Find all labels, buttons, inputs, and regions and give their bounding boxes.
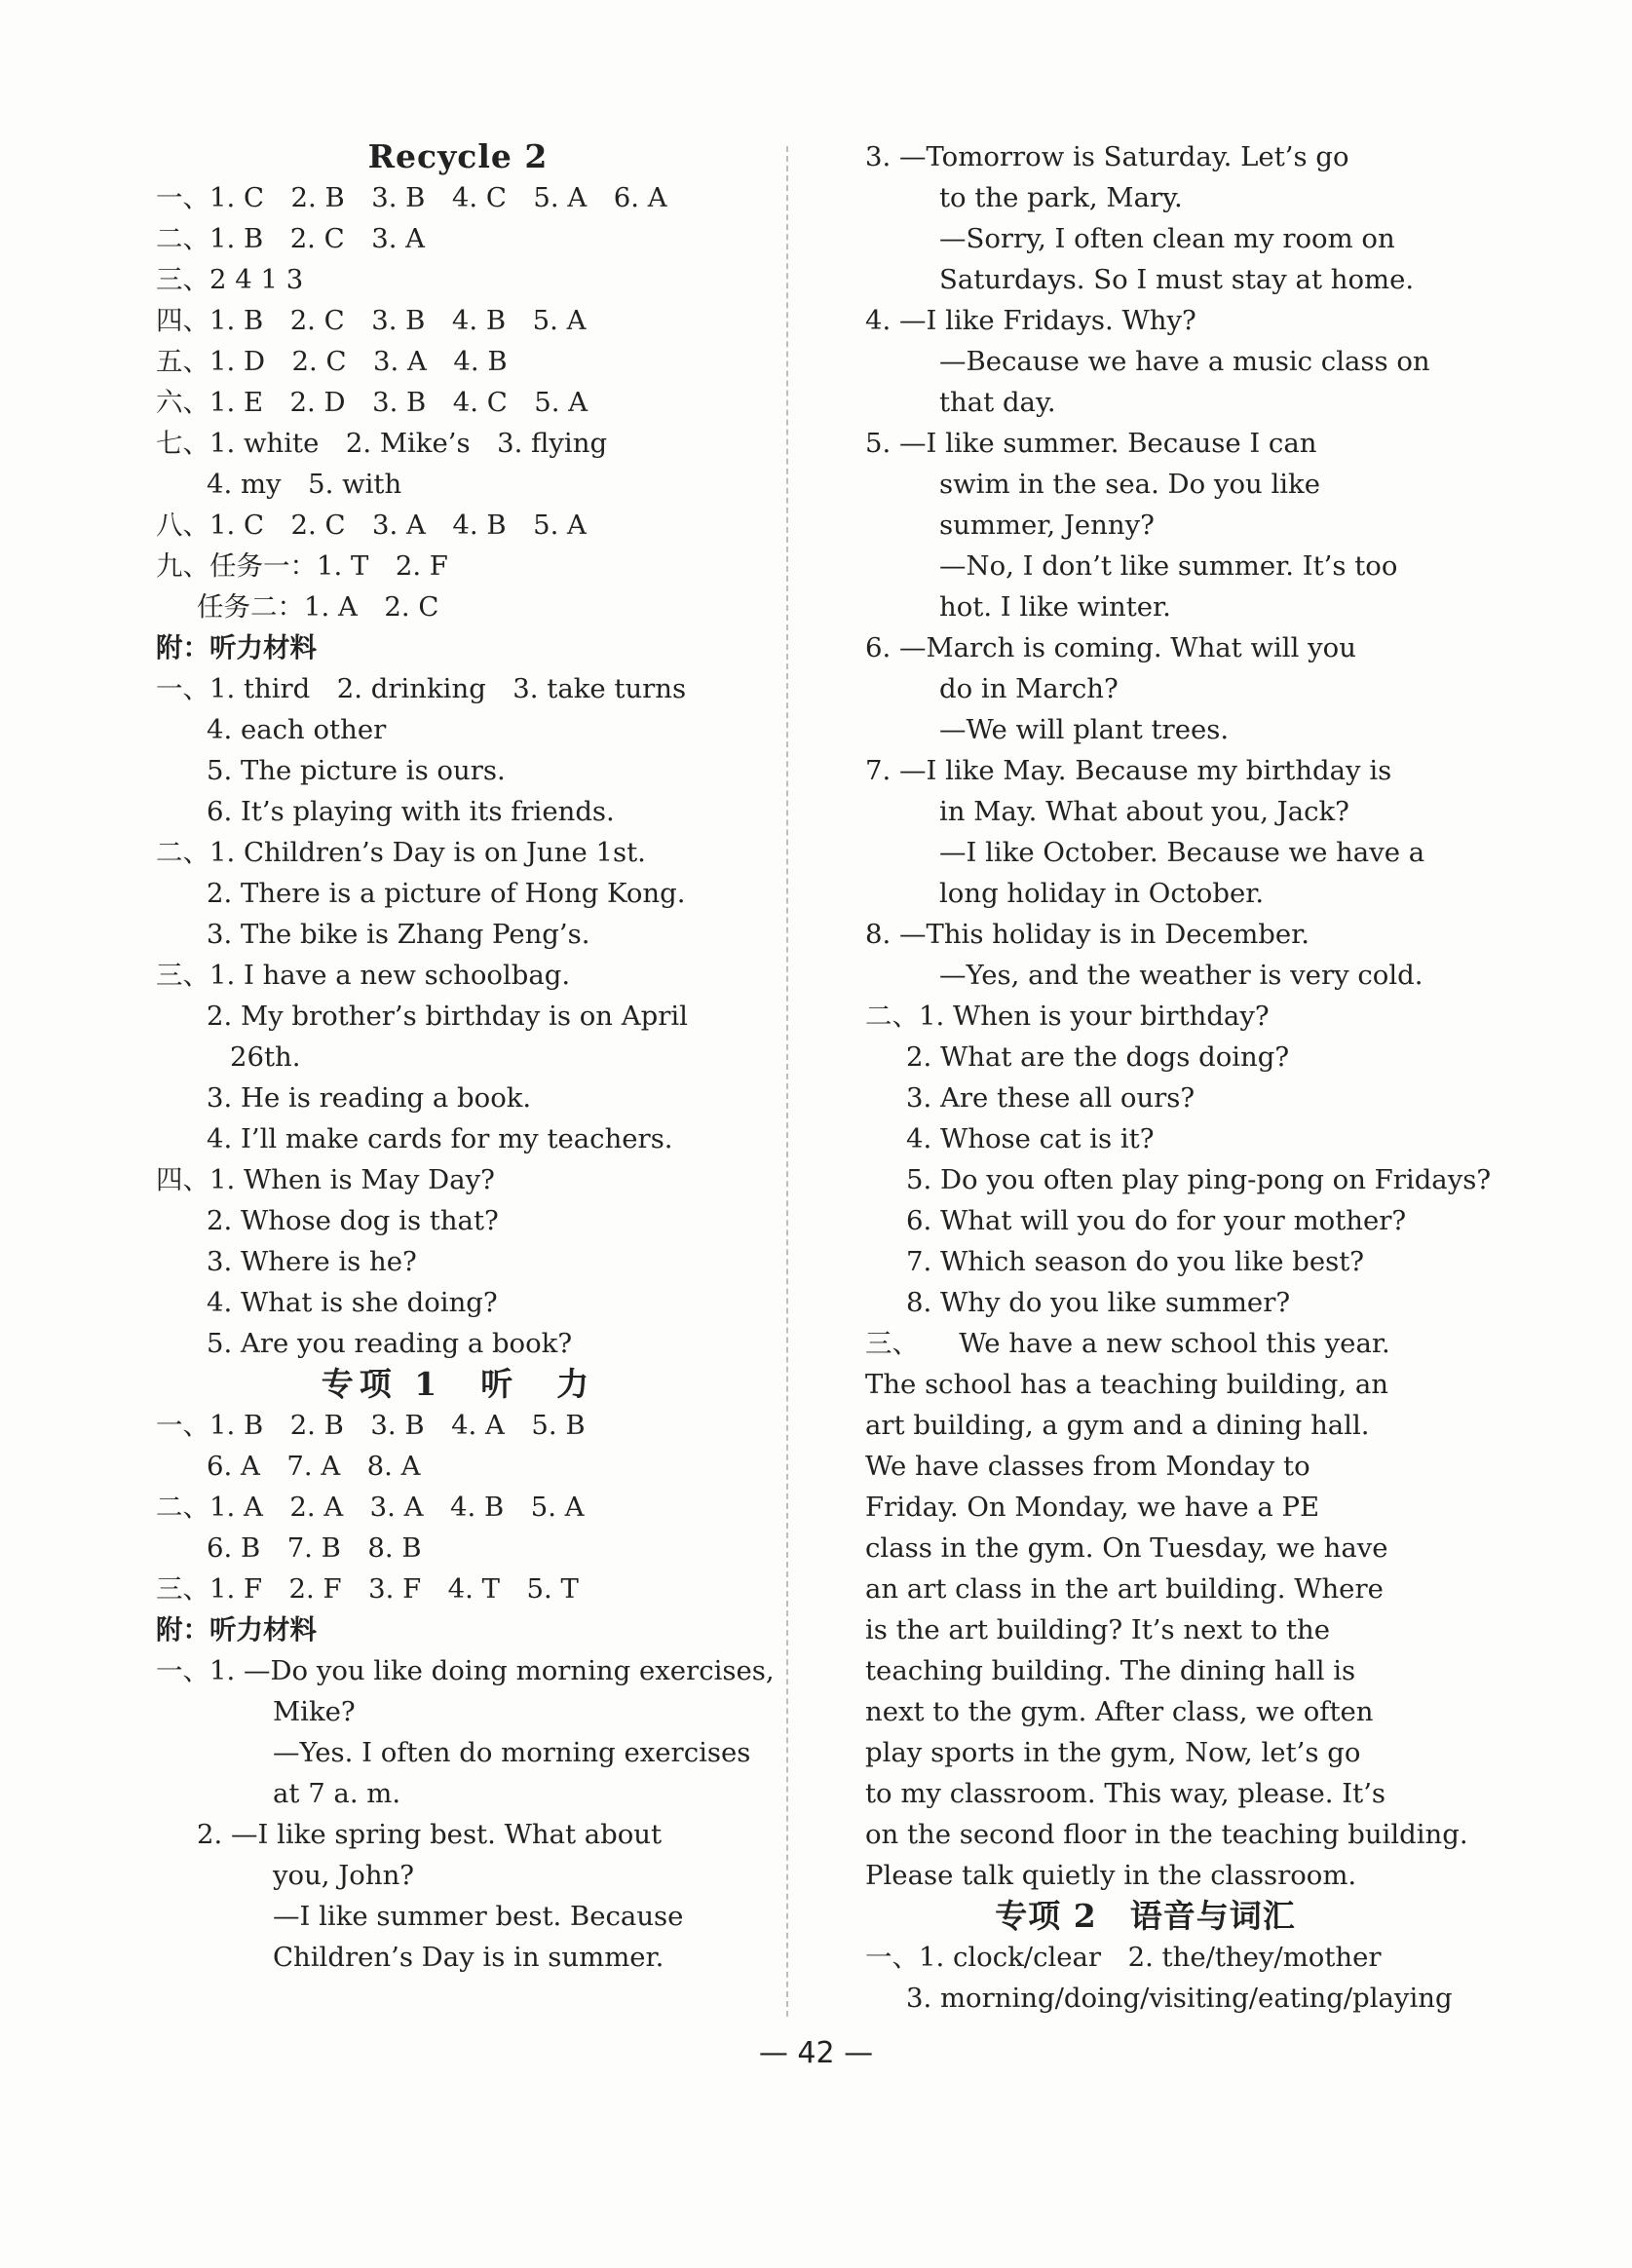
answer-line: 三、 We have a new school this year. — [865, 1328, 1390, 1359]
answer-line: 附：听力材料 — [156, 632, 317, 663]
page-number: — 42 — — [758, 2036, 874, 2070]
answer-line: 二、1. B 2. C 3. A — [156, 223, 426, 254]
answer-line: Saturdays. So I must stay at home. — [939, 264, 1415, 295]
answer-line: play sports in the gym, Now, let’s go — [865, 1737, 1361, 1768]
answer-line: that day. — [939, 387, 1056, 418]
answer-line: 5. The picture is ours. — [207, 755, 506, 786]
answer-line: Friday. On Monday, we have a PE — [865, 1492, 1320, 1523]
answer-line: 三、1. I have a new schoolbag. — [156, 960, 571, 991]
answer-line: 四、1. B 2. C 3. B 4. B 5. A — [156, 305, 587, 336]
answer-line: 四、1. When is May Day? — [156, 1164, 495, 1195]
answer-line: Children’s Day is in summer. — [273, 1942, 664, 1973]
answer-line: swim in the sea. Do you like — [939, 469, 1320, 500]
answer-line: summer, Jenny? — [939, 510, 1155, 541]
answer-line: 任务二：1. A 2. C — [197, 591, 439, 623]
answer-line: —Yes, and the weather is very cold. — [939, 960, 1423, 991]
answer-line: 3. Are these all ours? — [906, 1082, 1196, 1114]
answer-line: 附：听力材料 — [156, 1614, 317, 1645]
answer-line: 26th. — [230, 1041, 301, 1073]
answer-line: is the art building? It’s next to the — [865, 1614, 1331, 1645]
answer-line: 5. —I like summer. Because I can — [865, 428, 1317, 459]
answer-line: on the second floor in the teaching building. — [865, 1819, 1468, 1850]
answer-line: We have classes from Monday to — [865, 1451, 1310, 1482]
answer-line: 二、1. Children’s Day is on June 1st. — [156, 837, 646, 868]
answer-line: next to the gym. After class, we often — [865, 1696, 1374, 1727]
answer-line: —Sorry, I often clean my room on — [939, 223, 1395, 254]
answer-line: do in March? — [939, 673, 1119, 704]
answer-line: 4. my 5. with — [207, 469, 402, 500]
answer-line: 7. —I like May. Because my birthday is — [865, 755, 1392, 786]
answer-line: you, John? — [273, 1860, 415, 1891]
answer-line: at 7 a. m. — [273, 1778, 401, 1809]
answer-line: 2. My brother’s birthday is on April — [207, 1001, 688, 1032]
answer-line: 2. There is a picture of Hong Kong. — [207, 878, 686, 909]
left-column — [156, 136, 775, 1978]
answer-line: in May. What about you, Jack? — [939, 796, 1349, 827]
answer-line: 3. morning/doing/visiting/eating/playing — [906, 1983, 1453, 2014]
answer-line: 三、2 4 1 3 — [156, 264, 304, 295]
answer-line: 8. —This holiday is in December. — [865, 919, 1310, 950]
answer-line: 2. Whose dog is that? — [207, 1205, 499, 1236]
section-title: 专项 2 语音与词汇 — [995, 1897, 1296, 1935]
answer-line: 2. —I like spring best. What about — [197, 1819, 663, 1850]
answer-line: 5. Are you reading a book? — [207, 1328, 573, 1359]
answer-line: —Yes. I often do morning exercises — [273, 1737, 751, 1768]
answer-line: 八、1. C 2. C 3. A 4. B 5. A — [156, 510, 587, 541]
answer-line: 九、任务一：1. T 2. F — [156, 550, 448, 582]
answer-line: Please talk quietly in the classroom. — [865, 1860, 1357, 1891]
answer-line: to the park, Mary. — [939, 182, 1183, 213]
answer-line: 一、1. B 2. B 3. B 4. A 5. B — [156, 1410, 586, 1441]
answer-line: 2. What are the dogs doing? — [906, 1041, 1290, 1073]
answer-line: an art class in the art building. Where — [865, 1573, 1384, 1605]
answer-line: 3. He is reading a book. — [207, 1082, 532, 1114]
answer-line: 4. What is she doing? — [207, 1287, 498, 1318]
answer-line: 3. Where is he? — [207, 1246, 417, 1277]
answer-line: 6. It’s playing with its friends. — [207, 796, 615, 827]
answer-line: 6. What will you do for your mother? — [906, 1205, 1407, 1236]
answer-line: 3. —Tomorrow is Saturday. Let’s go — [865, 141, 1349, 172]
answer-line: 7. Which season do you like best? — [906, 1246, 1365, 1277]
answer-line: The school has a teaching building, an — [865, 1369, 1388, 1400]
answer-line: 4. Whose cat is it? — [906, 1123, 1155, 1154]
answer-line: art building, a gym and a dining hall. — [865, 1410, 1370, 1441]
answer-line: 三、1. F 2. F 3. F 4. T 5. T — [156, 1573, 579, 1605]
answer-line: 3. The bike is Zhang Peng’s. — [207, 919, 590, 950]
answer-line: long holiday in October. — [939, 878, 1265, 909]
answer-line: 6. B 7. B 8. B — [207, 1532, 422, 1564]
answer-line: 4. each other — [207, 714, 387, 745]
answer-line: 一、1. third 2. drinking 3. take turns — [156, 673, 687, 704]
section-title: 专项 1 听 力 — [321, 1365, 595, 1403]
answer-line: class in the gym. On Tuesday, we have — [865, 1532, 1388, 1564]
answer-line: 二、1. A 2. A 3. A 4. B 5. A — [156, 1492, 585, 1523]
answer-line: teaching building. The dining hall is — [865, 1655, 1356, 1686]
answer-line: 6. —March is coming. What will you — [865, 632, 1356, 663]
answer-line: 五、1. D 2. C 3. A 4. B — [156, 346, 508, 377]
section-title: Recycle 2 — [367, 137, 549, 175]
answer-line: to my classroom. This way, please. It’s — [865, 1778, 1386, 1809]
answer-line: Mike? — [273, 1696, 356, 1727]
answer-line: 一、1. clock/clear 2. the/they/mother — [865, 1942, 1382, 1973]
answer-line: hot. I like winter. — [939, 591, 1171, 623]
answer-line: —No, I don’t like summer. It’s too — [939, 550, 1398, 582]
answer-line: —I like October. Because we have a — [939, 837, 1425, 868]
answer-line: 七、1. white 2. Mike’s 3. flying — [156, 428, 608, 459]
answer-line: —I like summer best. Because — [273, 1901, 684, 1932]
answer-line: 4. —I like Fridays. Why? — [865, 305, 1196, 336]
answer-line: 4. I’ll make cards for my teachers. — [207, 1123, 673, 1154]
right-column — [865, 136, 1492, 2019]
column-divider — [786, 146, 788, 2017]
answer-line: —Because we have a music class on — [939, 346, 1430, 377]
answer-line: 8. Why do you like summer? — [906, 1287, 1291, 1318]
answer-line: —We will plant trees. — [939, 714, 1230, 745]
answer-line: 一、1. —Do you like doing morning exercises, — [156, 1655, 775, 1686]
answer-line: 5. Do you often play ping-pong on Fridays? — [906, 1164, 1492, 1195]
answer-line: 6. A 7. A 8. A — [207, 1451, 421, 1482]
answer-line: 六、1. E 2. D 3. B 4. C 5. A — [156, 387, 588, 418]
answer-line: 二、1. When is your birthday? — [865, 1001, 1270, 1032]
answer-line: 一、1. C 2. B 3. B 4. C 5. A 6. A — [156, 182, 667, 213]
